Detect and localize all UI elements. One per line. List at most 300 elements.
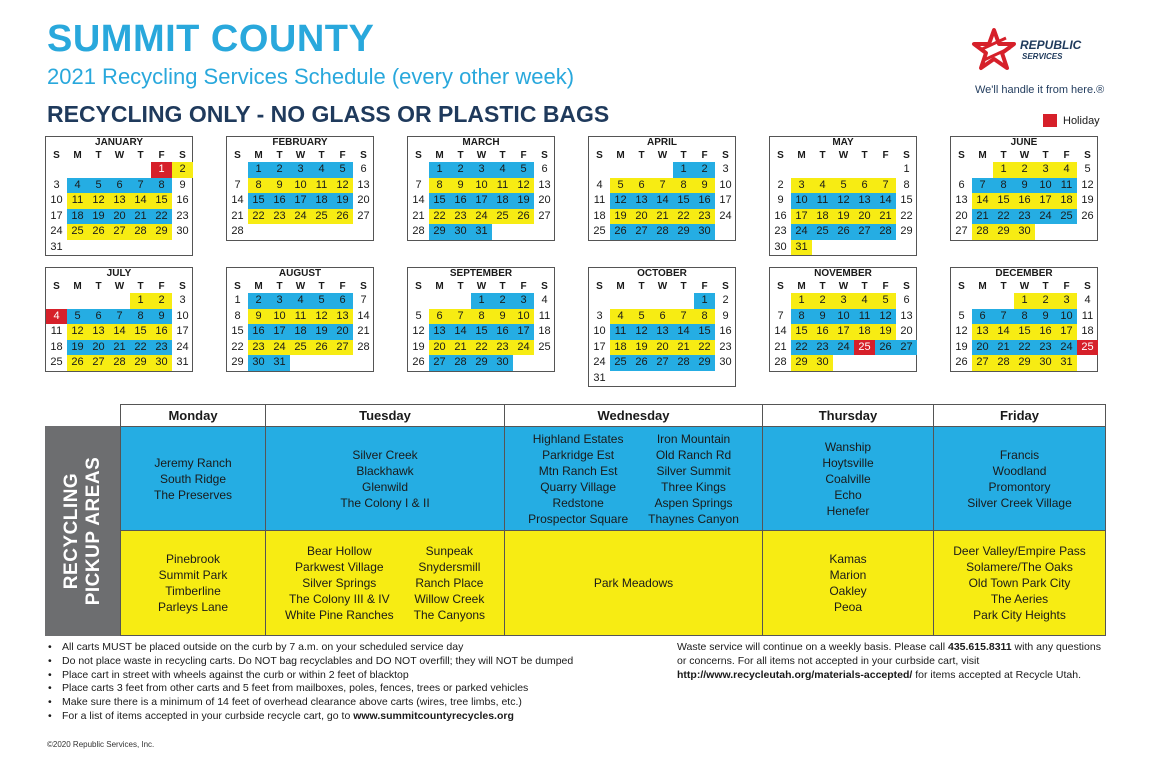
day-cell <box>854 162 875 178</box>
day-cell: 17 <box>290 193 311 209</box>
pickup-area: Parleys Lane <box>157 600 229 614</box>
month-name: MARCH <box>462 137 500 148</box>
day-cell: 23 <box>774 225 787 237</box>
pickup-area: Old Ranch Rd <box>655 447 732 462</box>
day-cell: 27 <box>972 355 993 371</box>
day-cell: 15 <box>231 325 244 337</box>
day-cell <box>429 293 450 309</box>
weekday-label: T <box>137 150 144 161</box>
day-cell: 5 <box>833 178 854 194</box>
day-cell: 13 <box>652 324 673 340</box>
day-grid <box>46 162 192 255</box>
day-cell: 27 <box>88 355 109 371</box>
day-cell: 26 <box>311 340 332 356</box>
pickup-area: Redstone <box>552 495 604 510</box>
day-cell: 24 <box>1056 340 1077 356</box>
day-cell: 14 <box>652 193 673 209</box>
day-cell: 26 <box>875 340 896 356</box>
day-cell: 15 <box>471 324 492 340</box>
pickup-area: Old Town Park City <box>968 576 1071 590</box>
pickup-area: Francis <box>999 447 1040 462</box>
day-cell: 23 <box>492 340 513 356</box>
day-cell: 28 <box>652 224 673 240</box>
day-cell: 29 <box>231 356 244 368</box>
day-cell: 20 <box>972 340 993 356</box>
weekday-label: S <box>415 281 422 292</box>
month-name: OCTOBER <box>637 268 687 279</box>
day-cell: 26 <box>513 209 534 225</box>
pickup-area: Highland Estates <box>532 431 624 446</box>
day-cell <box>46 162 67 178</box>
day-cell: 20 <box>955 209 968 222</box>
weekday-label: F <box>158 281 165 292</box>
day-cell: 6 <box>360 163 367 175</box>
day-cell: 25 <box>67 224 88 240</box>
day-cell: 15 <box>993 193 1014 209</box>
day-cell <box>715 224 736 240</box>
day-cell: 6 <box>958 178 965 191</box>
day-cell <box>1077 224 1098 240</box>
day-cell <box>67 293 88 309</box>
weekday-label: T <box>457 150 464 161</box>
weekday-label: S <box>596 281 603 292</box>
day-cell: 22 <box>694 340 715 356</box>
pickup-area: Jeremy Ranch <box>154 455 232 470</box>
day-cell: 9 <box>269 178 290 194</box>
weekday-label: S <box>179 150 186 161</box>
day-cell: 8 <box>903 178 910 191</box>
day-cell <box>109 162 130 178</box>
weekday-label: T <box>680 150 687 161</box>
day-cell: 6 <box>854 178 875 194</box>
month-name: MAY <box>832 137 854 148</box>
day-cell: 17 <box>1035 193 1056 209</box>
day-grid <box>770 293 916 371</box>
cart-rule <box>47 710 647 724</box>
weekday-label: S <box>777 150 784 161</box>
blue-monday-areas <box>120 426 266 531</box>
day-cell: 19 <box>513 193 534 209</box>
day-cell: 15 <box>248 193 269 209</box>
pickup-area: Park City Heights <box>973 608 1066 622</box>
day-cell: 9 <box>492 309 513 325</box>
pickup-area: Bear Hollow <box>306 544 372 558</box>
day-cell <box>311 224 332 240</box>
day-grid <box>227 162 373 240</box>
section-heading: RECYCLING ONLY - NO GLASS OR PLASTIC BAGS <box>47 101 610 127</box>
weekday-header <box>408 149 554 162</box>
day-cell: 26 <box>88 224 109 240</box>
day-cell: 4 <box>854 293 875 309</box>
day-cell: 6 <box>541 163 548 175</box>
pickup-area: Sunpeak <box>425 544 474 558</box>
day-cell: 11 <box>610 324 631 340</box>
day-cell: 4 <box>610 309 631 325</box>
day-cell <box>951 293 972 309</box>
day-cell: 27 <box>955 225 968 237</box>
day-cell: 28 <box>673 355 694 371</box>
day-cell <box>408 162 429 178</box>
day-cell: 18 <box>67 209 88 225</box>
day-cell: 26 <box>1081 209 1094 222</box>
weekday-label: T <box>1042 281 1049 292</box>
pickup-area: Marion <box>829 568 867 582</box>
day-cell: 19 <box>631 340 652 356</box>
day-cell <box>88 293 109 309</box>
day-cell: 5 <box>875 293 896 309</box>
day-cell: 1 <box>694 293 715 309</box>
day-cell <box>993 293 1014 309</box>
month-name: SEPTEMBER <box>449 268 513 279</box>
day-grid <box>46 293 192 371</box>
day-cell: 7 <box>234 178 241 191</box>
day-cell: 9 <box>248 309 269 325</box>
day-cell: 31 <box>1056 355 1077 371</box>
day-cell: 7 <box>109 309 130 325</box>
day-cell: 11 <box>290 309 311 325</box>
weekday-label: T <box>1042 150 1049 161</box>
day-cell: 25 <box>311 209 332 225</box>
weekday-header <box>46 149 192 162</box>
day-cell: 19 <box>88 209 109 225</box>
day-cell: 14 <box>357 309 370 322</box>
pickup-area: Silver Creek <box>352 447 418 462</box>
day-cell: 27 <box>109 224 130 240</box>
weekday-label: F <box>339 281 346 292</box>
pickup-area: South Ridge <box>159 471 227 486</box>
day-cell: 13 <box>972 324 993 340</box>
day-cell: 20 <box>109 209 130 225</box>
day-cell: 31 <box>471 224 492 240</box>
day-cell: 15 <box>130 324 151 340</box>
yellow-thursday-areas <box>762 530 934 636</box>
day-cell: 3 <box>513 293 534 309</box>
weekday-header <box>770 149 916 162</box>
day-cell: 11 <box>812 193 833 209</box>
day-grid <box>770 162 916 255</box>
day-cell: 8 <box>791 309 812 325</box>
day-cell: 12 <box>88 193 109 209</box>
yellow-wednesday-areas <box>504 530 763 636</box>
day-cell: 12 <box>311 309 332 325</box>
day-cell: 23 <box>1014 209 1035 225</box>
day-cell: 7 <box>777 309 784 322</box>
day-cell: 5 <box>67 309 88 325</box>
day-cell <box>694 371 715 387</box>
pickup-area: Solamere/The Oaks <box>966 560 1073 574</box>
day-cell <box>833 162 854 178</box>
weekday-label: S <box>234 281 241 292</box>
day-cell: 3 <box>1056 293 1077 309</box>
day-cell: 27 <box>538 209 551 222</box>
day-cell: 22 <box>993 209 1014 225</box>
day-cell: 14 <box>231 194 244 206</box>
day-cell: 3 <box>1035 162 1056 178</box>
blue-thursday-areas <box>762 426 934 531</box>
month-calendar <box>407 136 555 241</box>
weekday-label: S <box>234 150 241 161</box>
day-cell: 10 <box>719 178 732 191</box>
day-cell: 28 <box>972 224 993 240</box>
pickup-area: Deer Valley/Empire Pass <box>953 544 1086 558</box>
day-cell: 6 <box>972 309 993 325</box>
cart-rule: • Do not place waste in recycling carts. Do NOT bag recyclables and DO NOT overfill; they will NOT be dumped <box>47 655 647 669</box>
day-cell <box>130 162 151 178</box>
day-cell: 29 <box>791 355 812 371</box>
day-cell: 28 <box>412 225 425 237</box>
day-cell: 21 <box>673 340 694 356</box>
weekday-label: T <box>638 281 645 292</box>
day-cell <box>513 224 534 240</box>
weekday-label: T <box>819 281 826 292</box>
recycleutah-link[interactable]: http://www.recycleutah.org/materials-accepted/ <box>677 669 913 681</box>
summit-recycles-link[interactable]: www.summitcountyrecycles.org <box>353 709 514 722</box>
day-cell: 28 <box>774 356 787 368</box>
pickup-area: Mtn Ranch Est <box>538 463 618 478</box>
day-cell: 29 <box>130 355 151 371</box>
day-cell: 7 <box>415 178 422 191</box>
day-cell: 25 <box>1056 209 1077 225</box>
day-cell <box>1077 355 1098 371</box>
day-cell: 2 <box>151 293 172 309</box>
day-cell: 19 <box>1081 194 1094 206</box>
day-cell: 30 <box>176 225 189 237</box>
day-cell: 14 <box>109 324 130 340</box>
month-calendar <box>588 267 736 387</box>
day-cell: 22 <box>231 340 244 353</box>
day-cell: 22 <box>151 209 172 225</box>
day-cell: 8 <box>1014 309 1035 325</box>
day-cell: 25 <box>812 224 833 240</box>
day-cell: 15 <box>791 324 812 340</box>
weekday-label: F <box>158 150 165 161</box>
day-cell: 28 <box>875 224 896 240</box>
day-cell: 29 <box>1014 355 1035 371</box>
weekday-label: M <box>254 281 263 292</box>
day-cell <box>130 240 151 256</box>
day-cell <box>109 240 130 256</box>
weekday-label: T <box>861 281 868 292</box>
day-cell: 8 <box>130 309 151 325</box>
day-cell: 5 <box>610 178 631 194</box>
day-cell: 4 <box>1056 162 1077 178</box>
day-cell <box>227 162 248 178</box>
day-cell: 11 <box>492 178 513 194</box>
month-calendar <box>226 267 374 372</box>
day-cell: 22 <box>248 209 269 225</box>
day-cell: 21 <box>993 340 1014 356</box>
day-cell: 20 <box>900 325 913 337</box>
day-cell: 2 <box>694 162 715 178</box>
day-cell <box>652 293 673 309</box>
weekday-label: F <box>882 281 889 292</box>
weekday-label: W <box>838 150 849 161</box>
day-cell: 27 <box>631 224 652 240</box>
day-cell: 28 <box>130 224 151 240</box>
day-cell: 5 <box>415 309 422 322</box>
day-cell <box>896 240 917 256</box>
pickup-area: The Aeries <box>990 592 1049 606</box>
day-cell: 20 <box>538 194 551 206</box>
day-cell: 2 <box>248 293 269 309</box>
day-cell: 2 <box>172 162 193 178</box>
month-calendar <box>950 136 1098 241</box>
weekday-label: T <box>318 150 325 161</box>
day-cell: 6 <box>652 309 673 325</box>
day-cell: 12 <box>610 193 631 209</box>
day-cell <box>67 240 88 256</box>
day-cell: 16 <box>151 324 172 340</box>
day-cell: 6 <box>631 178 652 194</box>
day-cell: 4 <box>812 178 833 194</box>
day-cell: 20 <box>631 209 652 225</box>
day-cell: 4 <box>290 293 311 309</box>
day-cell <box>450 293 471 309</box>
weekday-label: T <box>137 281 144 292</box>
day-cell: 6 <box>332 293 353 309</box>
day-cell: 19 <box>311 324 332 340</box>
weekday-label: W <box>476 150 487 161</box>
day-cell: 3 <box>596 309 603 322</box>
day-cell: 1 <box>1014 293 1035 309</box>
weekday-label: S <box>53 281 60 292</box>
month-name: JUNE <box>1010 137 1038 148</box>
day-cell: 9 <box>450 178 471 194</box>
day-cell <box>896 355 917 371</box>
weekday-label: W <box>657 150 668 161</box>
weekday-label: S <box>541 150 548 161</box>
day-cell: 17 <box>719 194 732 206</box>
pickup-area: Willow Creek <box>414 592 485 606</box>
day-cell: 24 <box>176 340 189 353</box>
weekday-label: T <box>1000 281 1007 292</box>
day-cell: 11 <box>854 309 875 325</box>
day-cell <box>610 371 631 387</box>
day-cell <box>589 162 610 178</box>
day-cell: 26 <box>833 224 854 240</box>
day-grid <box>408 162 554 240</box>
day-cell <box>833 240 854 256</box>
weekday-label: F <box>520 281 527 292</box>
day-cell: 25 <box>593 225 606 237</box>
day-grid <box>589 162 735 240</box>
day-cell: 31 <box>593 371 606 384</box>
day-cell: 6 <box>903 294 910 306</box>
day-cell <box>534 224 555 240</box>
pickup-area: Echo <box>834 487 862 502</box>
day-cell: 31 <box>176 356 189 368</box>
day-cell: 29 <box>694 355 715 371</box>
day-cell: 5 <box>332 162 353 178</box>
day-cell: 7 <box>875 178 896 194</box>
weekday-label: M <box>73 281 82 292</box>
weekday-header <box>227 280 373 293</box>
day-cell <box>151 240 172 256</box>
day-cell: 14 <box>412 194 425 206</box>
day-cell: 20 <box>88 340 109 356</box>
day-cell <box>631 162 652 178</box>
header-friday: Friday <box>933 404 1106 427</box>
day-cell: 2 <box>269 162 290 178</box>
day-cell: 30 <box>1035 355 1056 371</box>
day-cell: 25 <box>538 340 551 353</box>
day-cell: 10 <box>1056 309 1077 325</box>
day-cell: 17 <box>176 325 189 337</box>
weekday-label: T <box>1000 150 1007 161</box>
pickup-area: Silver Springs <box>302 576 377 590</box>
day-cell: 31 <box>269 355 290 371</box>
day-cell <box>109 293 130 309</box>
day-cell: 12 <box>1081 178 1094 191</box>
day-cell: 8 <box>151 178 172 194</box>
copyright: ©2020 Republic Services, Inc. <box>47 740 155 749</box>
day-cell: 13 <box>109 193 130 209</box>
day-cell: 7 <box>360 294 367 306</box>
pickup-area: Hoytsville <box>822 455 874 470</box>
day-cell <box>332 355 353 371</box>
day-grid <box>408 293 554 371</box>
day-cell: 5 <box>631 309 652 325</box>
day-cell: 18 <box>1056 193 1077 209</box>
pickup-area: The Canyons <box>413 608 486 622</box>
day-cell: 21 <box>652 209 673 225</box>
day-cell <box>534 355 555 371</box>
day-cell: 8 <box>248 178 269 194</box>
weekday-label: F <box>701 281 708 292</box>
blue-wednesday-areas <box>504 426 763 531</box>
day-cell <box>1056 224 1077 240</box>
day-grid <box>227 293 373 371</box>
weekday-label: W <box>476 281 487 292</box>
day-cell: 22 <box>471 340 492 356</box>
pickup-schedule <box>45 404 1106 636</box>
day-cell: 16 <box>1014 193 1035 209</box>
day-cell: 29 <box>900 225 913 237</box>
day-cell: 11 <box>1081 309 1094 322</box>
day-cell: 12 <box>875 309 896 325</box>
weekday-label: F <box>339 150 346 161</box>
pickup-area: Timberline <box>165 584 221 598</box>
day-cell: 27 <box>896 340 917 356</box>
weekday-label: W <box>657 281 668 292</box>
day-cell: 8 <box>694 309 715 325</box>
day-cell: 30 <box>1014 224 1035 240</box>
day-cell: 22 <box>130 340 151 356</box>
day-cell <box>88 240 109 256</box>
day-cell: 24 <box>719 209 732 222</box>
day-cell: 10 <box>269 309 290 325</box>
pickup-area: Prospector Square <box>528 511 629 526</box>
day-cell: 11 <box>1056 178 1077 194</box>
day-cell <box>812 162 833 178</box>
day-cell: 3 <box>791 178 812 194</box>
day-cell: 19 <box>955 340 968 353</box>
day-cell: 5 <box>513 162 534 178</box>
day-cell: 21 <box>130 209 151 225</box>
cart-rule: • Make sure there is a minimum of 14 feet of overhead clearance above carts (wires, tree limbs, etc.) <box>47 696 647 710</box>
weekday-label: F <box>1063 150 1070 161</box>
month-name: JULY <box>106 268 132 279</box>
weekday-label: S <box>958 150 965 161</box>
pickup-areas-label <box>45 426 120 636</box>
day-cell: 5 <box>311 293 332 309</box>
weekday-label: M <box>616 281 625 292</box>
day-cell: 7 <box>130 178 151 194</box>
day-grid <box>589 293 735 386</box>
service-info <box>677 640 1107 682</box>
day-cell: 8 <box>673 178 694 194</box>
day-cell: 30 <box>812 355 833 371</box>
